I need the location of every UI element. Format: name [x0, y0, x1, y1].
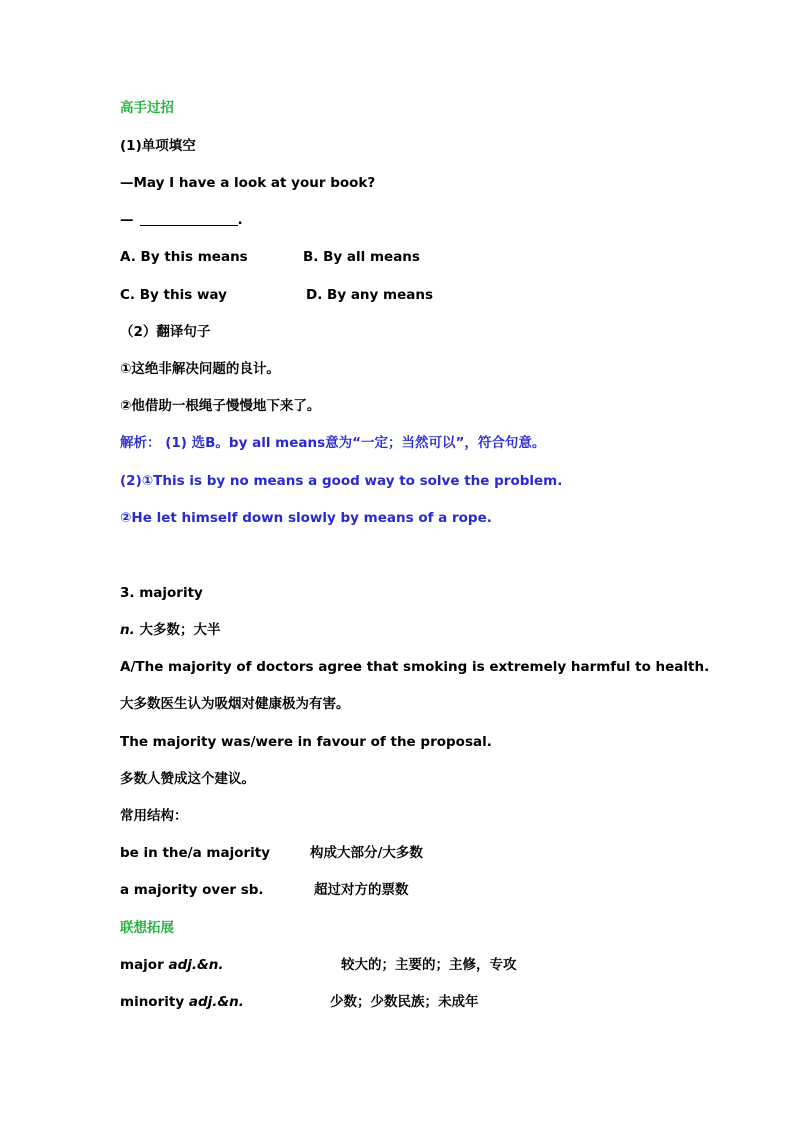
option-b: B. By all means	[303, 249, 420, 265]
answer-blank	[140, 211, 238, 226]
extension-row	[120, 955, 517, 975]
extension-word: minority	[120, 994, 185, 1010]
translation-item-1: ①这绝非解决问题的良计。	[120, 361, 280, 377]
answer-line-3: ②He let himself down slowly by means of a rope.	[120, 510, 492, 526]
translation-item-2: ②他借助一根绳子慢慢地下来了。	[120, 398, 321, 414]
answer-text: (1) 选B。by all means意为“一定；当然可以”，符合句意。	[165, 435, 546, 451]
structure-english: be in the/a majority	[120, 845, 271, 861]
entry-title: 3. majority	[120, 585, 203, 601]
period: .	[237, 212, 243, 228]
structure-english: a majority over sb.	[120, 882, 264, 898]
structure-row	[120, 843, 423, 863]
extension-row	[120, 992, 479, 1012]
dialog-line-2	[120, 210, 243, 230]
extension-heading: 联想拓展	[120, 920, 174, 936]
example-2-chinese: 多数人赞成这个建议。	[120, 771, 255, 787]
part-of-speech: n.	[120, 622, 135, 638]
options-row-1	[120, 247, 420, 267]
extension-meaning: 少数；少数民族；未成年	[330, 994, 479, 1010]
structure-chinese: 构成大部分/大多数	[310, 845, 423, 861]
definition-text: 大多数；大半	[139, 622, 221, 638]
option-d: D. By any means	[306, 287, 434, 303]
example-1-chinese: 大多数医生认为吸烟对健康极为有害。	[120, 696, 350, 712]
example-2-english: The majority was/were in favour of the proposal.	[120, 734, 492, 750]
answer-label: 解析：	[120, 435, 161, 451]
question-2-label: （2）翻译句子	[120, 324, 211, 340]
option-a: A. By this means	[120, 249, 248, 265]
answer-line-1	[120, 433, 545, 453]
structures-label: 常用结构：	[120, 808, 188, 824]
structure-chinese: 超过对方的票数	[314, 882, 409, 898]
section-heading: 高手过招	[120, 100, 174, 116]
extension-pos: adj.&n.	[168, 957, 224, 973]
extension-meaning: 较大的；主要的；主修，专攻	[341, 957, 517, 973]
options-row-2	[120, 285, 434, 305]
question-1-label: (1)单项填空	[120, 138, 196, 154]
extension-pos: adj.&n.	[188, 994, 244, 1010]
example-1-english: A/The majority of doctors agree that smoking is extremely harmful to health.	[120, 659, 710, 675]
extension-word: major	[120, 957, 164, 973]
structure-row	[120, 880, 409, 900]
entry-definition	[120, 620, 220, 640]
option-c: C. By this way	[120, 287, 227, 303]
answer-line-2: (2)①This is by no means a good way to solve the problem.	[120, 473, 563, 489]
dialog-line-1: —May I have a look at your book?	[120, 175, 376, 191]
dash: —	[120, 212, 134, 228]
